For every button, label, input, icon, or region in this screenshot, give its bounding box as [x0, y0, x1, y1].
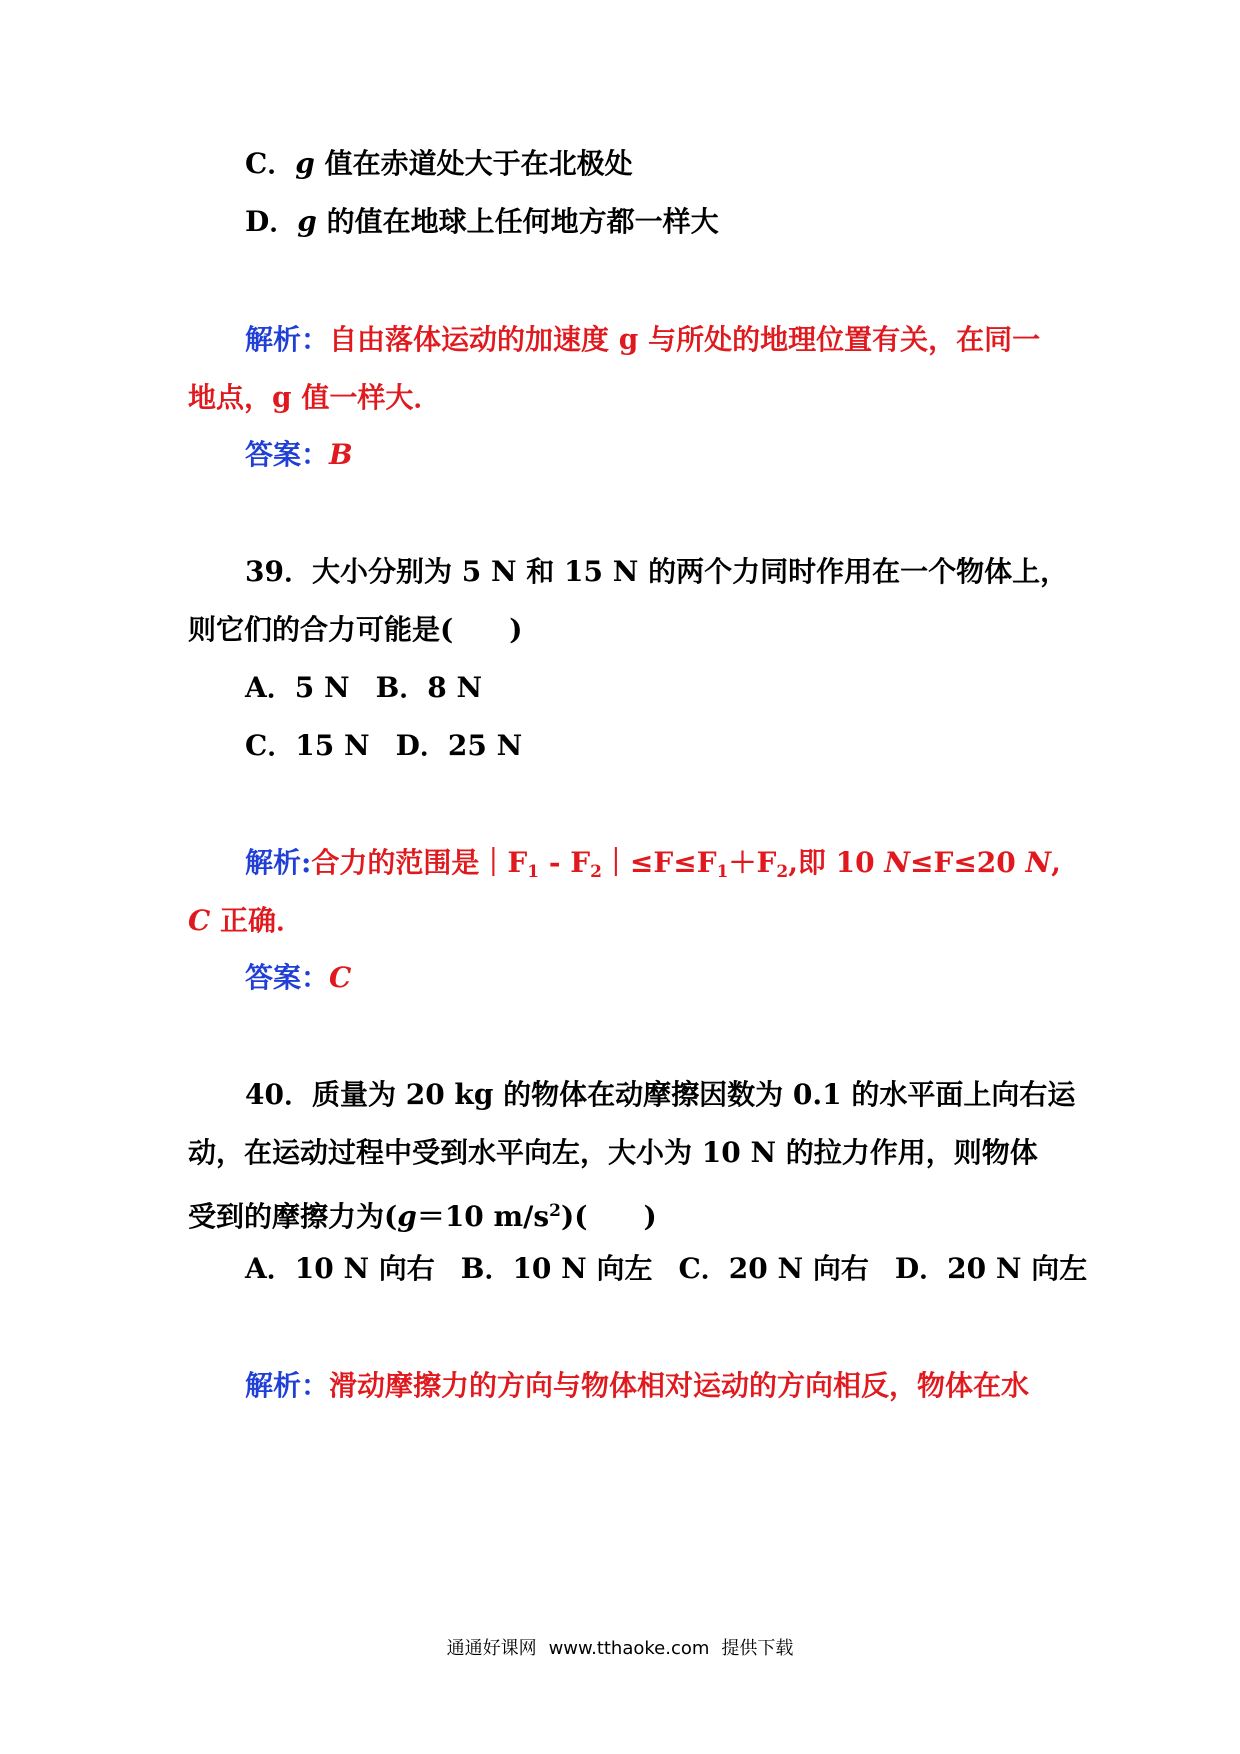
q39-option-b: B．8 N: [375, 671, 483, 704]
footer-site-name: 通通好课网: [446, 1638, 537, 1659]
q40-options-row: [245, 1249, 1087, 1289]
analysis-prev-line2: 地点，g 值一样大．: [188, 381, 442, 414]
option-c-prev: C．g 值在赤道处大于在北极处: [245, 147, 633, 180]
answer-label: 答案：: [245, 438, 330, 471]
footer-url[interactable]: www.tthaoke.com: [548, 1638, 710, 1659]
q39-option-c: C．15 N: [245, 729, 370, 762]
analysis-prev-line1: 解析：自由落体运动的加速度 g 与所处的地理位置有关，在同一: [245, 323, 1041, 356]
q39-options-row1: [245, 668, 482, 708]
q40-option-d: D．20 N 向左: [894, 1252, 1088, 1285]
q40-analysis-line1: 解析：滑动摩擦力的方向与物体相对运动的方向相反，物体在水: [245, 1369, 1030, 1402]
var-g: g: [297, 205, 317, 238]
analysis-label: 解析：: [245, 323, 330, 356]
q39-stem-line2: 则它们的合力可能是( ): [188, 613, 523, 646]
var-g: g: [295, 147, 315, 180]
q39-analysis-line2: C 正确．: [188, 904, 305, 937]
q40-option-b: B．10 N 向左: [460, 1252, 653, 1285]
page-footer: [0, 1634, 1240, 1660]
q40-stem-line2: 动，在运动过程中受到水平向左，大小为 10 N 的拉力作用，则物体: [188, 1136, 1038, 1169]
q40-stem-line3: 受到的摩擦力为(g＝10 $m/s^2$)( ): [188, 1200, 657, 1233]
option-d-prev: D．g 的值在地球上任何地方都一样大: [245, 205, 719, 238]
analysis-label: 解析：: [245, 1369, 330, 1402]
q39-answer: [245, 958, 351, 998]
q39-stem-line1: 39．大小分别为 5 N 和 15 N 的两个力同时作用在一个物体上，: [245, 555, 1069, 588]
q40-option-c: C．20 N 向右: [678, 1252, 869, 1285]
answer-value: B: [329, 438, 353, 471]
answer-label: 答案：: [245, 961, 330, 994]
q40-option-a: A．10 N 向右: [245, 1252, 435, 1285]
q40-stem-line1: 40．质量为 20 kg 的物体在动摩擦因数为 0.1 的水平面上向右运: [245, 1078, 1076, 1111]
q39-option-a: A．5 N: [245, 671, 350, 704]
footer-tail: 提供下载: [721, 1638, 794, 1659]
answer-value: C: [329, 961, 352, 994]
q39-option-d: D．25 N: [395, 729, 523, 762]
answer-prev: [245, 435, 353, 475]
q39-options-row2: [245, 726, 522, 766]
analysis-label: 解析:: [245, 846, 312, 879]
q39-analysis-line1: 解析:合力的范围是$|F_1$ - $F_2|\le F\le F_1+F_2$,即 10 N≤F≤20 N,: [245, 846, 1061, 882]
